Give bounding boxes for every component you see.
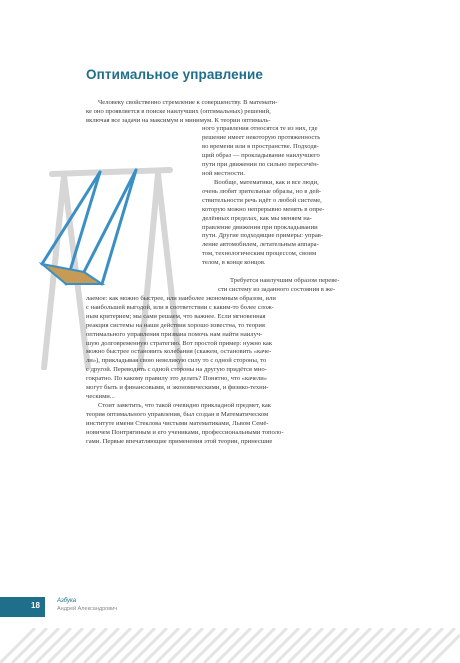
book-author: Андрей Александрович (57, 606, 118, 612)
text-line: с наибольшей выгодой, или в соответствии с каким-то более слож- (86, 303, 274, 311)
text-line: ческими... (86, 392, 115, 400)
text-line: ке оно проявляется в поиске наилучших (оптимальных) решений, (86, 107, 271, 115)
text-line: ление автомобилем, летательным аппара- (202, 241, 319, 249)
page-number: 18 (31, 601, 40, 610)
paragraph-3-right (218, 277, 386, 295)
paragraph-3 (86, 295, 386, 402)
text-line: сти систему из заданного состояния в же- (218, 285, 336, 293)
text-line: ной местности. (202, 169, 246, 177)
watermark-band (0, 628, 460, 663)
text-line: могут быть и финансовыми, и экономическими, и физико-техни- (86, 384, 269, 392)
text-line: во времени или в пространстве. Подходя- (202, 142, 319, 150)
paragraph-2 (202, 179, 386, 268)
text-line: гами. Первые впечатляющие применения этой теории, принесшие (86, 437, 273, 445)
text-line: новичем Понтрягиным и его учениками, профессиональными тополо- (86, 428, 284, 436)
book-title: Азбука (57, 598, 77, 604)
section-title: Оптимальное управление (86, 67, 264, 82)
text-line: ли»), прикладывая свою невеликую силу то с одной стороны, то (86, 357, 267, 365)
text-line: оптимального управления призвана помочь нам найти наилуч- (86, 330, 263, 338)
text-line: реакция системы на наши действия хорошо известна, то теория (86, 321, 265, 329)
text-line: Человеку свойственно стремление к совершенству. В математи- (98, 99, 278, 106)
text-line: ным критерием; мы сами решаем, что важнее. Если мгновенная (86, 312, 266, 320)
text-line: Требуется наилучшим образом переве- (230, 277, 340, 284)
page-number-tab (0, 597, 45, 617)
text-line: включая все задачи на максимум и минимум. К теории оптималь- (86, 116, 271, 124)
text-line: можно быстрее остановить колебания (скажем, остановить «каче- (86, 348, 272, 356)
text-line: с другой. Переводить с одной стороны на другую придётся мно- (86, 366, 267, 374)
text-line: шую долговременную стратегию. Вот простой пример: нужно как (86, 339, 273, 347)
text-line: решение имеет некоторую протяженность (202, 133, 321, 141)
text-line: очень любят зрительные образы, но в дей- (202, 187, 322, 195)
text-line: Стоит заметить, что такой очевидно прикладной предмет, как (98, 402, 271, 409)
text-line: делённых пределах, как мы меняем на- (202, 214, 312, 222)
text-line: гократно. По какому правилу это делать? Понятно, что «качели» (86, 375, 268, 383)
paragraph-1-right (202, 125, 386, 178)
page-footer (0, 597, 460, 617)
text-line: ствительности речь идёт о любой системе, (202, 196, 322, 204)
text-line: теория оптимального управления, был создан в Математическом (86, 410, 269, 418)
paragraph-1-top (86, 99, 386, 126)
text-line: том, технологическим процессом, своим (202, 250, 317, 258)
text-line: ного управления относятся те из них, где (202, 125, 318, 132)
text-line: правление движения при прокладывании (202, 223, 318, 231)
paragraph-4 (86, 402, 386, 447)
text-line: телом, в конце концов. (202, 259, 266, 267)
text-line: Вообще, математики, как и все люди, (214, 179, 319, 186)
text-line: пути. Другие подходящие примеры: управ- (202, 232, 324, 240)
text-line: щий образ — прокладывание наилучшего (202, 151, 320, 159)
text-line: пути при движении по сильно пересечён- (202, 160, 319, 168)
text-line: лаемое: как можно быстрее, или наиболее экономным образом, или (86, 295, 276, 302)
text-line: институте имени Стеклова чистыми математиками, Львом Семё- (86, 419, 269, 427)
text-line: которую можно непрерывно менять в опре- (202, 205, 325, 213)
